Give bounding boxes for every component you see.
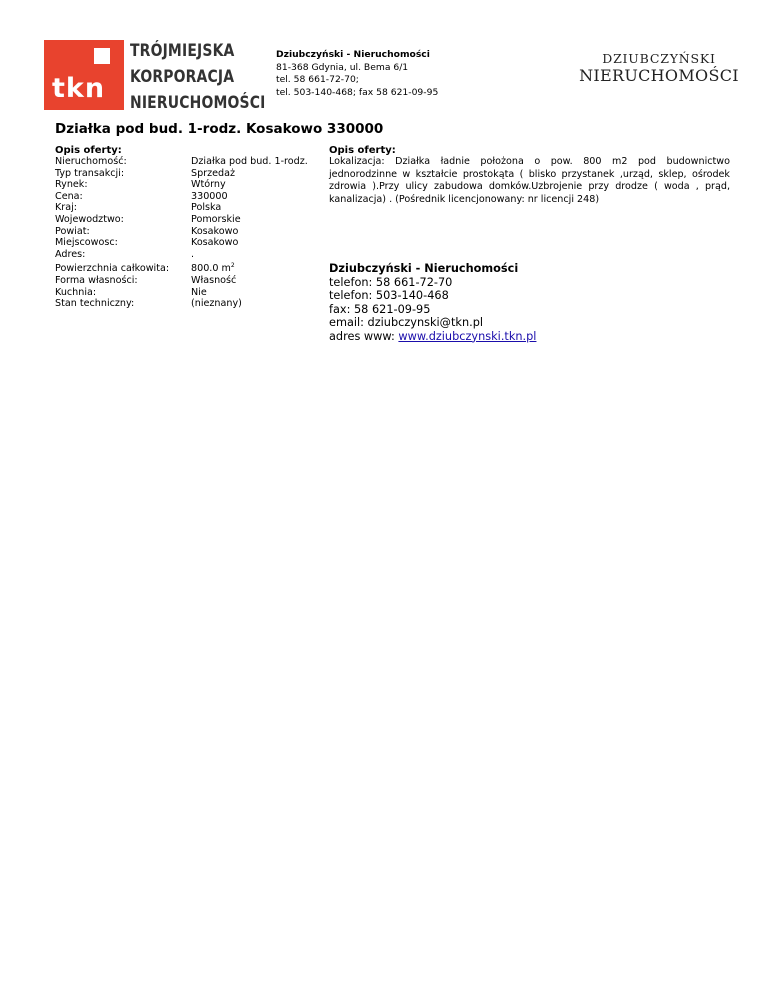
- property-row: [55, 287, 325, 299]
- contact-www: [329, 330, 536, 344]
- brand-line-3: NIERUCHOMOŚCI: [130, 93, 266, 113]
- brand-line-2: KORPORACJA: [130, 67, 235, 87]
- www-label: adres www:: [329, 329, 399, 343]
- contact-agency-name: Dziubczyński - Nieruchomości: [329, 262, 519, 275]
- right-logo-line-1: DZIUBCZYŃSKI: [602, 51, 716, 66]
- logo-text: tkn: [52, 73, 106, 104]
- property-row: [55, 237, 325, 249]
- property-label: Nieruchomość:: [55, 156, 127, 167]
- right-section-heading: Opis oferty:: [329, 145, 396, 156]
- property-value: Nie: [191, 286, 207, 298]
- agency-tel-fax: tel. 503-140-468; fax 58 621-09-95: [276, 86, 439, 98]
- right-logo-line-2: NIERUCHOMOŚCI: [579, 66, 739, 85]
- property-row: [55, 168, 325, 180]
- agency-tel: tel. 58 661-72-70;: [276, 74, 359, 85]
- area-unit-superscript: 2: [230, 262, 235, 270]
- contact-phone: telefon: 503-140-468: [329, 289, 449, 302]
- property-row: [55, 275, 325, 287]
- offer-description: Lokalizacja: Działka ładnie położona o pow. 800 m2 pod budownictwo jednorodzinne w kształcie prostokąta ( blisko przystanek ,urząd, sklep, ośrodek zdrowia ).Przy ulicy zabudowa domków.Uzbrojenie przy drodze ( woda , prąd, kanalizacja) . (Pośrednik licencjonowany: nr licencji 248): [329, 156, 730, 205]
- property-row: [55, 260, 325, 275]
- offer-title: Działka pod bud. 1-rodz. Kosakowo 330000: [55, 121, 384, 137]
- agency-address: 81-368 Gdynia, ul. Bema 6/1: [276, 61, 409, 73]
- property-label: Powierzchnia całkowita:: [55, 263, 170, 275]
- property-value: Polska: [191, 202, 222, 214]
- website-link[interactable]: www.dziubczynski.tkn.pl: [398, 329, 537, 343]
- brand-line-1: TRÓJMIEJSKA: [130, 41, 235, 61]
- property-label: Kraj:: [55, 202, 78, 214]
- agency-name: Dziubczyński - Nieruchomości: [276, 49, 430, 60]
- area-value: 800.0 m: [191, 263, 231, 275]
- contact-block: [329, 262, 536, 343]
- property-row: [55, 202, 325, 214]
- tkn-logo: [44, 40, 124, 110]
- brand-name: [130, 38, 265, 116]
- property-row: [55, 179, 325, 191]
- left-section-heading: Opis oferty:: [55, 145, 122, 156]
- property-row: [55, 298, 325, 310]
- property-value: Kosakowo: [191, 237, 239, 249]
- property-value: Działka pod bud. 1-rodz.: [191, 156, 308, 167]
- property-value: [191, 263, 235, 275]
- property-label: Miejscowosc:: [55, 237, 118, 249]
- property-label: Adres:: [55, 248, 86, 260]
- property-label: Wojewodztwo:: [55, 213, 124, 225]
- property-value: Wtórny: [191, 179, 226, 191]
- agency-header-info: [276, 49, 438, 99]
- property-row: [55, 249, 325, 261]
- property-value: Sprzedaż: [191, 167, 236, 179]
- property-value: Kosakowo: [191, 225, 239, 237]
- property-label: Rynek:: [55, 179, 88, 191]
- property-list: [55, 156, 325, 310]
- property-label: Forma własności:: [55, 274, 138, 286]
- contact-email: email: dziubczynski@tkn.pl: [329, 316, 484, 329]
- property-value: (nieznany): [191, 298, 242, 310]
- property-row: [55, 191, 325, 203]
- contact-phone: telefon: 58 661-72-70: [329, 275, 453, 289]
- property-label: Kuchnia:: [55, 286, 97, 298]
- property-row: [55, 214, 325, 226]
- property-row: [55, 226, 325, 238]
- property-label: Powiat:: [55, 225, 90, 237]
- property-value: 330000: [191, 190, 228, 202]
- property-label: Cena:: [55, 190, 83, 202]
- property-value: .: [191, 248, 195, 260]
- logo-square-mark: [94, 48, 110, 64]
- property-row: [55, 156, 325, 168]
- dziubczynski-logo: [578, 52, 740, 85]
- contact-fax: fax: 58 621-09-95: [329, 302, 431, 316]
- property-value: Pomorskie: [191, 213, 241, 225]
- property-label: Typ transakcji:: [55, 167, 125, 179]
- property-value: Własność: [191, 274, 237, 286]
- property-label: Stan techniczny:: [55, 298, 135, 310]
